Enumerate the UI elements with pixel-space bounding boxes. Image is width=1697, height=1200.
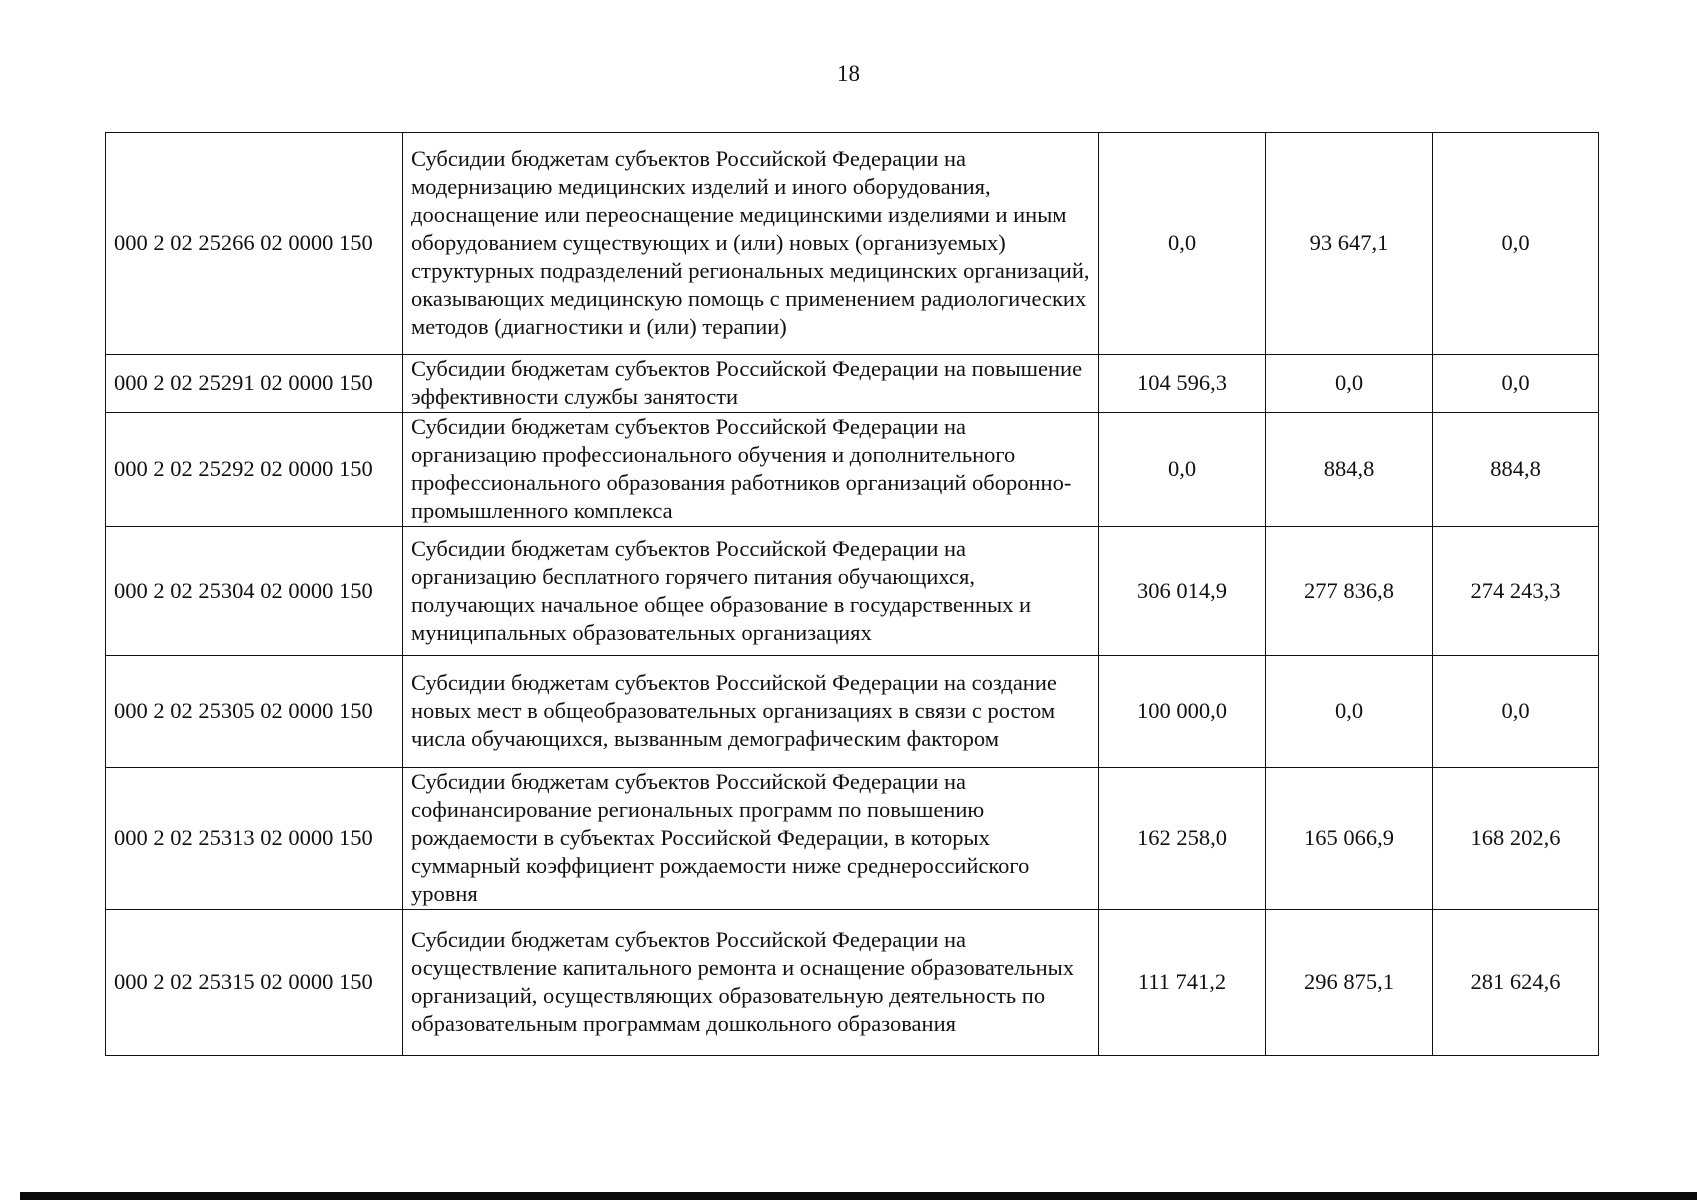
value-cell-1: 306 014,9: [1099, 527, 1266, 656]
value-cell-1: 162 258,0: [1099, 768, 1266, 910]
value-cell-1: 0,0: [1099, 133, 1266, 355]
value-cell-2: 277 836,8: [1266, 527, 1433, 656]
table-row: [106, 133, 1599, 355]
table-row: [106, 527, 1599, 656]
value-cell-3: 0,0: [1433, 656, 1599, 768]
value-cell-2: 165 066,9: [1266, 768, 1433, 910]
value-cell-2: 0,0: [1266, 656, 1433, 768]
value-cell-3: 0,0: [1433, 133, 1599, 355]
table-row: [106, 413, 1599, 527]
budget-code-cell: 000 2 02 25292 02 0000 150: [106, 413, 403, 527]
page-number: 18: [837, 61, 860, 86]
description-cell: Субсидии бюджетам субъектов Российской Федерации на осуществление капитального ремонта и оснащение образовательных организаций, осуществляющих образовательную деятельность по образовательным программам дошкольного образования: [403, 910, 1099, 1056]
description-cell: Субсидии бюджетам субъектов Российской Федерации на модернизацию медицинских изделий и иного оборудования, дооснащение или переоснащение медицинскими изделиями и иным оборудованием существующих и (или) новых (организуемых) структурных подразделений региональных медицинских организаций, оказывающих медицинскую помощь с применением радиологических методов (диагностики и (или) терапии): [403, 133, 1099, 355]
description-cell: Субсидии бюджетам субъектов Российской Федерации на организацию бесплатного горячего питания обучающихся, получающих начальное общее образование в государственных и муниципальных образовательных организациях: [403, 527, 1099, 656]
description-cell: Субсидии бюджетам субъектов Российской Федерации на софинансирование региональных программ по повышению рождаемости в субъектах Российской Федерации, в которых суммарный коэффициент рождаемости ниже среднероссийского уровня: [403, 768, 1099, 910]
value-cell-2: 884,8: [1266, 413, 1433, 527]
value-cell-3: 168 202,6: [1433, 768, 1599, 910]
budget-code-cell: 000 2 02 25291 02 0000 150: [106, 355, 403, 413]
value-cell-3: 884,8: [1433, 413, 1599, 527]
value-cell-2: 0,0: [1266, 355, 1433, 413]
description-cell: Субсидии бюджетам субъектов Российской Федерации на организацию профессионального обучения и дополнительного профессионального образования работников организаций оборонно-промышленного комплекса: [403, 413, 1099, 527]
table-row: [106, 355, 1599, 413]
value-cell-1: 104 596,3: [1099, 355, 1266, 413]
table-row: [106, 768, 1599, 910]
budget-table: [105, 132, 1599, 1056]
value-cell-3: 274 243,3: [1433, 527, 1599, 656]
table-row: [106, 656, 1599, 768]
budget-code-cell: 000 2 02 25266 02 0000 150: [106, 133, 403, 355]
budget-code-cell: 000 2 02 25313 02 0000 150: [106, 768, 403, 910]
budget-code-cell: 000 2 02 25304 02 0000 150: [106, 527, 403, 656]
value-cell-3: 281 624,6: [1433, 910, 1599, 1056]
table-row: [106, 910, 1599, 1056]
description-cell: Субсидии бюджетам субъектов Российской Федерации на повышение эффективности службы занятости: [403, 355, 1099, 413]
value-cell-2: 93 647,1: [1266, 133, 1433, 355]
value-cell-1: 0,0: [1099, 413, 1266, 527]
value-cell-1: 111 741,2: [1099, 910, 1266, 1056]
value-cell-3: 0,0: [1433, 355, 1599, 413]
scan-edge-bar: [20, 1192, 1697, 1200]
description-cell: Субсидии бюджетам субъектов Российской Федерации на создание новых мест в общеобразовательных организациях в связи с ростом числа обучающихся, вызванным демографическим фактором: [403, 656, 1099, 768]
budget-code-cell: 000 2 02 25305 02 0000 150: [106, 656, 403, 768]
value-cell-2: 296 875,1: [1266, 910, 1433, 1056]
value-cell-1: 100 000,0: [1099, 656, 1266, 768]
budget-code-cell: 000 2 02 25315 02 0000 150: [106, 910, 403, 1056]
